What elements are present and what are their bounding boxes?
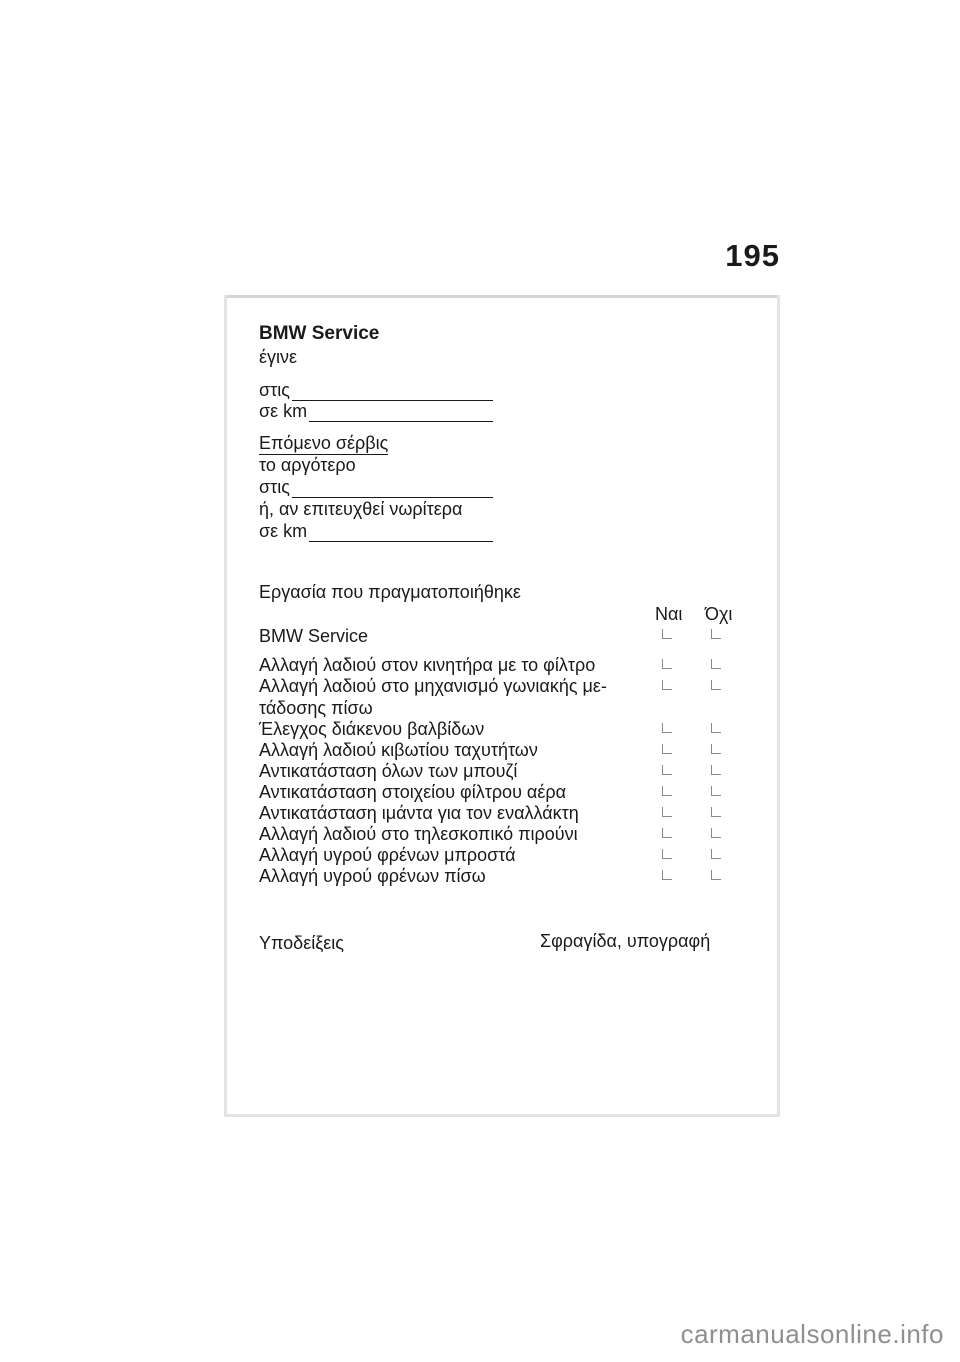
frame-bottom-border [224, 1114, 780, 1117]
yes-checkbox[interactable] [662, 680, 672, 690]
yes-checkbox[interactable] [662, 744, 672, 754]
next-date-line [292, 483, 493, 498]
done-km-field[interactable] [259, 400, 493, 422]
work-item-continued: τάδοσης πίσω [259, 698, 373, 718]
done-km-label: σε km [259, 401, 308, 421]
work-item: Αντικατάσταση όλων των μπουζί [259, 761, 518, 781]
no-checkbox[interactable] [711, 765, 721, 775]
work-item: Αλλαγή υγρού φρένων μπροστά [259, 845, 516, 865]
no-checkbox[interactable] [711, 723, 721, 733]
no-checkbox[interactable] [711, 659, 721, 669]
work-item: Αντικατάσταση ιμάντα για τον εναλλάκτη [259, 803, 579, 823]
next-km-label: σε km [259, 521, 308, 541]
yes-column-label: Ναι [655, 604, 683, 624]
done-date-field[interactable] [259, 379, 493, 401]
no-checkbox[interactable] [711, 828, 721, 838]
yes-checkbox[interactable] [662, 723, 672, 733]
work-heading: Εργασία που πραγματοποιήθηκε [259, 582, 521, 602]
next-km-field[interactable] [259, 520, 493, 542]
work-item: Έλεγχος διάκενου βαλβίδων [259, 719, 485, 739]
service-title: BMW Service [259, 323, 380, 344]
yes-checkbox[interactable] [662, 659, 672, 669]
or-earlier-label: ή, αν επιτευχθεί νωρίτερα [259, 499, 463, 519]
done-date-label: στις [259, 380, 290, 400]
next-date-field[interactable] [259, 476, 493, 498]
no-checkbox[interactable] [711, 849, 721, 859]
work-item: Αλλαγή λαδιού στο τηλεσκοπικό πιρούνι [259, 824, 578, 844]
page-number: 195 [725, 238, 780, 273]
no-checkbox[interactable] [711, 680, 721, 690]
work-item: Αλλαγή λαδιού κιβωτίου ταχυτήτων [259, 740, 538, 760]
yes-checkbox[interactable] [662, 870, 672, 880]
yes-checkbox[interactable] [662, 807, 672, 817]
yes-checkbox[interactable] [662, 849, 672, 859]
yes-checkbox[interactable] [662, 786, 672, 796]
watermark: carmanualsonline.info [680, 1319, 944, 1349]
no-checkbox[interactable] [711, 744, 721, 754]
frame-right-border [777, 295, 780, 1117]
no-checkbox[interactable] [711, 786, 721, 796]
next-service-heading [259, 432, 388, 454]
next-service-heading-text: Επόμενο σέρβις [259, 433, 389, 453]
frame-top-border [224, 295, 780, 298]
no-checkbox[interactable] [711, 629, 721, 639]
work-item: Αλλαγή λαδιού στον κινητήρα με το φίλτρο [259, 655, 596, 675]
yes-checkbox[interactable] [662, 765, 672, 775]
no-checkbox[interactable] [711, 807, 721, 817]
no-column-label: Όχι [705, 604, 733, 624]
work-item: Αλλαγή λαδιού στο μηχανισμό γωνιακής με- [259, 676, 607, 696]
done-km-line [309, 407, 493, 422]
done-label: έγινε [259, 347, 298, 367]
yes-checkbox[interactable] [662, 629, 672, 639]
done-date-line [292, 386, 493, 401]
latest-label: το αργότερο [259, 455, 356, 475]
frame-left-border [224, 295, 227, 1117]
next-date-label: στις [259, 477, 290, 497]
work-item: Αντικατάσταση στοιχείου φίλτρου αέρα [259, 782, 566, 802]
notes-label: Υποδείξεις [259, 933, 344, 953]
stamp-signature-label: Σφραγίδα, υπογραφή [540, 931, 711, 951]
no-checkbox[interactable] [711, 870, 721, 880]
next-km-line [309, 527, 493, 542]
work-item: BMW Service [259, 626, 369, 646]
yes-checkbox[interactable] [662, 828, 672, 838]
work-item: Αλλαγή υγρού φρένων πίσω [259, 866, 486, 886]
